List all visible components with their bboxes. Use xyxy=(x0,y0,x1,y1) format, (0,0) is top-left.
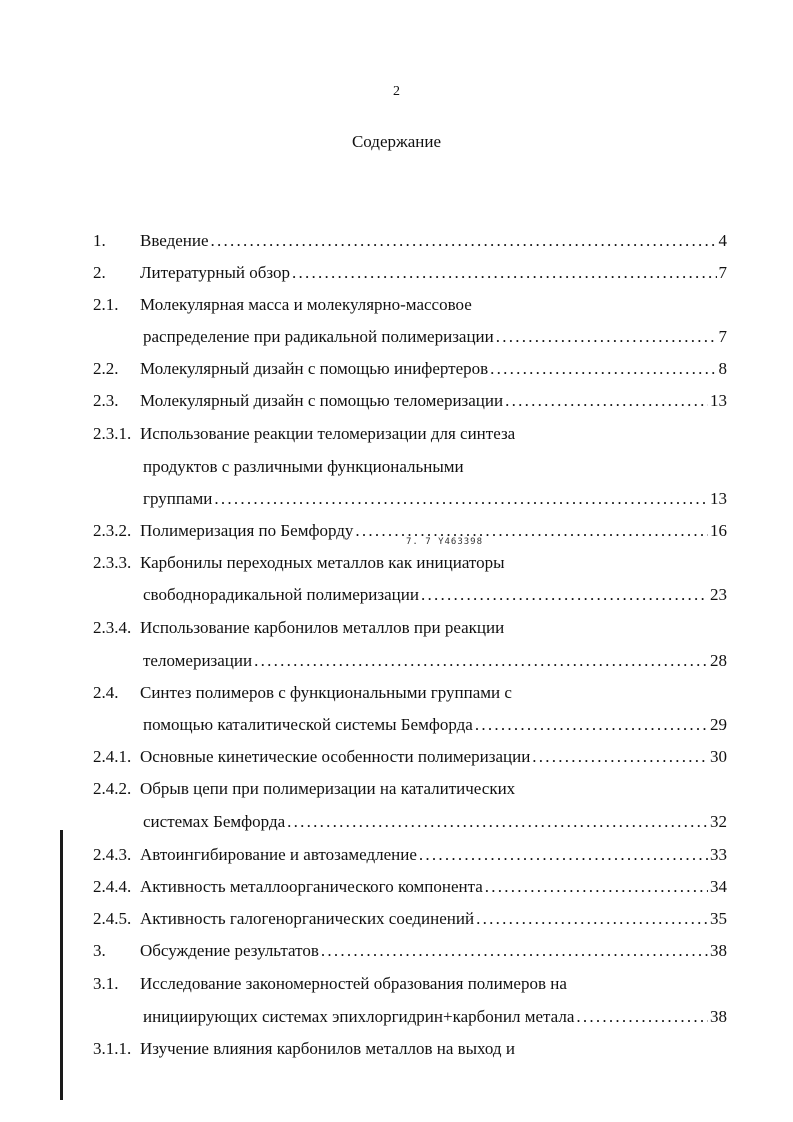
toc-entry-title: Использование карбонилов металлов при реакции xyxy=(140,618,505,637)
toc-entry-number: 2.3.2. xyxy=(93,521,132,540)
toc-entry[interactable] xyxy=(140,294,727,316)
toc-entry-title: помощью каталитической системы Бемфорда xyxy=(143,715,473,734)
dot-leader xyxy=(576,1006,708,1028)
toc-entry-number: 2.4.1. xyxy=(93,747,132,766)
toc-entry-title: распределение при радикальной полимеризации xyxy=(143,327,494,346)
dot-leader xyxy=(490,358,716,380)
toc-entry-page: 38 xyxy=(710,1007,727,1026)
page-number: 2 xyxy=(393,84,400,99)
toc-entry[interactable] xyxy=(143,1006,727,1028)
toc-entry-page: 4 xyxy=(718,231,727,250)
toc-entry-page: 13 xyxy=(710,391,727,410)
toc-entry-title: Введение xyxy=(140,231,209,250)
toc-entry-number: 2.4.5. xyxy=(93,909,132,928)
toc-entry[interactable] xyxy=(143,584,727,606)
scan-edge-mark xyxy=(60,830,63,1100)
dot-leader xyxy=(321,940,708,962)
toc-entry-number: 2.3.3. xyxy=(93,553,132,572)
toc-entry-title: Молекулярный дизайн с помощью инифертеров xyxy=(140,359,489,378)
toc-entry-title: системах Бемфорда xyxy=(143,812,286,831)
toc-entry[interactable] xyxy=(143,650,727,672)
toc-entry-number: 2.4.2. xyxy=(93,779,132,798)
toc-entry[interactable] xyxy=(140,552,727,574)
toc-entry-title: Основные кинетические особенности полимеризации xyxy=(140,747,531,766)
toc-entry-number: 2.1. xyxy=(93,295,119,314)
toc-entry-number: 2.3.1. xyxy=(93,424,132,443)
toc-entry-title: группами xyxy=(143,489,213,508)
dot-leader xyxy=(211,230,717,252)
toc-entry-title: Обрыв цепи при полимеризации на каталитических xyxy=(140,779,516,798)
dot-leader xyxy=(355,520,708,542)
toc-entry[interactable] xyxy=(143,811,727,833)
toc-entry[interactable] xyxy=(140,230,727,252)
toc-entry-page: 7 xyxy=(718,327,727,346)
toc-entry-number: 2.4.3. xyxy=(93,845,132,864)
dot-leader xyxy=(505,390,708,412)
toc-entry[interactable] xyxy=(140,876,727,898)
dot-leader xyxy=(485,876,708,898)
toc-entry-title: Полимеризация по Бемфорду xyxy=(140,521,354,540)
toc-entry[interactable] xyxy=(140,520,727,542)
toc-entry-page: 35 xyxy=(710,909,727,928)
toc-entry-number: 2. xyxy=(93,263,106,282)
dot-leader xyxy=(475,714,708,736)
toc-entry[interactable] xyxy=(140,908,727,930)
toc-entry-title: Активность металлоорганического компонента xyxy=(140,877,483,896)
toc-entry-page: 23 xyxy=(710,585,727,604)
toc-entry[interactable] xyxy=(140,423,727,445)
toc-entry[interactable] xyxy=(140,844,727,866)
toc-entry[interactable] xyxy=(140,746,727,768)
toc-entry-page: 28 xyxy=(710,651,727,670)
toc-entry-title: Молекулярный дизайн с помощью теломеризации xyxy=(140,391,504,410)
toc-entry-title: продуктов с различными функциональными xyxy=(143,457,464,476)
toc-entry-title: Обсуждение результатов xyxy=(140,941,319,960)
toc-entry-page: 38 xyxy=(710,941,727,960)
toc-entry[interactable] xyxy=(140,390,727,412)
dot-leader xyxy=(419,844,708,866)
dot-leader xyxy=(532,746,708,768)
toc-entry-page: 8 xyxy=(718,359,727,378)
toc-entry-title: свободнорадикальной полимеризации xyxy=(143,585,419,604)
dot-leader xyxy=(254,650,708,672)
toc-entry[interactable] xyxy=(140,262,727,284)
toc-entry-page: 16 xyxy=(710,521,727,540)
toc-entry[interactable] xyxy=(140,778,727,800)
toc-entry-title: Активность галогенорганических соединений xyxy=(140,909,475,928)
toc-entry[interactable] xyxy=(143,488,727,510)
page-title: Содержание xyxy=(351,132,442,151)
toc-entry[interactable] xyxy=(140,358,727,380)
toc-entry-title: Молекулярная масса и молекулярно-массовое xyxy=(140,295,472,314)
toc-entry[interactable] xyxy=(140,617,727,639)
toc-entry-page: 30 xyxy=(710,747,727,766)
toc-entry-title: теломеризации xyxy=(143,651,253,670)
toc-entry-number: 2.3.4. xyxy=(93,618,132,637)
toc-entry-number: 3.1. xyxy=(93,974,119,993)
toc-entry-page: 13 xyxy=(710,489,727,508)
toc-entry-title: Использование реакции теломеризации для синтеза xyxy=(140,424,516,443)
toc-entry-title: Изучение влияния карбонилов металлов на выход и xyxy=(140,1039,515,1058)
toc-entry-page: 34 xyxy=(710,877,727,896)
toc-entry[interactable] xyxy=(143,326,727,348)
toc-entry-number: 2.3. xyxy=(93,391,119,410)
toc-entry-number: 2.4. xyxy=(93,683,119,702)
dot-leader xyxy=(214,488,708,510)
dot-leader xyxy=(287,811,708,833)
dot-leader xyxy=(292,262,716,284)
toc-entry-number: 2.2. xyxy=(93,359,119,378)
toc-entry-page: 33 xyxy=(710,845,727,864)
toc-entry-number: 3.1.1. xyxy=(93,1039,132,1058)
toc-entry[interactable] xyxy=(140,1038,727,1060)
toc-entry[interactable] xyxy=(140,682,727,704)
dot-leader xyxy=(421,584,708,606)
toc-entry-title: инициирующих системах эпихлоргидрин+карбонил метала xyxy=(143,1007,575,1026)
toc-entry-title: Литературный обзор xyxy=(140,263,291,282)
toc-entry-title: Карбонилы переходных металлов как инициаторы xyxy=(140,553,505,572)
toc-entry-page: 32 xyxy=(710,812,727,831)
toc-entry-page: 29 xyxy=(710,715,727,734)
toc-entry-title: Исследование закономерностей образования полимеров на xyxy=(140,974,567,993)
library-stamp: 7. 7 Y463398 xyxy=(406,537,484,547)
dot-leader xyxy=(476,908,708,930)
toc-entry[interactable] xyxy=(140,973,727,995)
dot-leader xyxy=(496,326,717,348)
toc-entry-number: 2.4.4. xyxy=(93,877,132,896)
toc-entry-number: 1. xyxy=(93,231,106,250)
toc-entry[interactable] xyxy=(143,456,727,478)
toc-entry[interactable] xyxy=(140,940,727,962)
toc-entry-title: Автоингибирование и автозамедление xyxy=(140,845,417,864)
toc-entry-page: 7 xyxy=(718,263,727,282)
toc-entry[interactable] xyxy=(143,714,727,736)
toc-entry-number: 3. xyxy=(93,941,106,960)
toc-entry-title: Синтез полимеров с функциональными группами с xyxy=(140,683,512,702)
